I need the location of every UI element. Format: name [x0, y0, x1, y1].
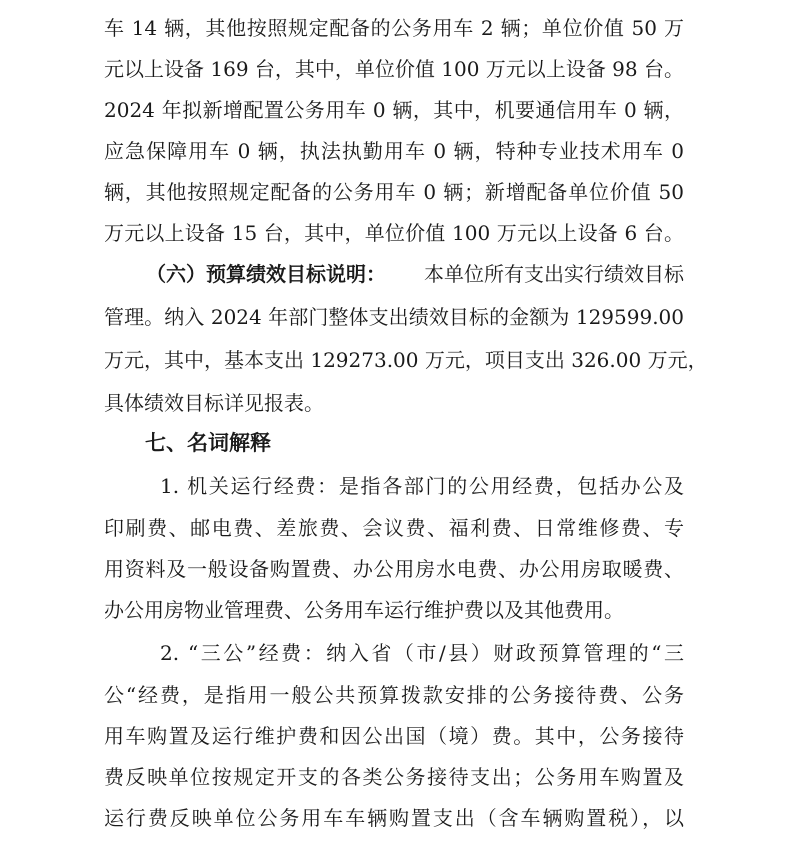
paragraph-line: 应急保障用车 0 辆，执法执勤用车 0 辆，特种专业技术用车 0	[104, 139, 684, 163]
paragraph-line: 用车购置及运行维护费和因公出国（境）费。其中，公务接待	[104, 724, 684, 748]
paragraph-line: 管理。纳入 2024 年部门整体支出绩效目标的金额为 129599.00	[104, 305, 684, 329]
paragraph-line: 具体绩效目标详见报表。	[104, 391, 324, 415]
term-1-first-line: 1. 机关运行经费：是指各部门的公用经费，包括办公及	[160, 474, 684, 498]
paragraph-line: 办公用房物业管理费、公务用车运行维护费以及其他费用。	[104, 598, 624, 622]
paragraph-line: 辆，其他按照规定配备的公务用车 0 辆；新增配备单位价值 50	[104, 180, 684, 204]
paragraph-line: 用资料及一般设备购置费、办公用房水电费、办公用房取暖费、	[104, 557, 684, 581]
paragraph-line: 万元，其中，基本支出 129273.00 万元，项目支出 326.00 万元，	[104, 348, 708, 372]
term-2-first-line: 2. “三公”经费：纳入省（市/县）财政预算管理的“三	[160, 641, 684, 665]
section-7-heading: 七、名词解释	[145, 431, 271, 455]
paragraph-line: 车 14 辆，其他按照规定配备的公务用车 2 辆；单位价值 50 万	[104, 16, 684, 40]
paragraph-line: 2024 年拟新增配置公务用车 0 辆，其中，机要通信用车 0 辆，	[104, 98, 684, 122]
section-6-text: 本单位所有支出实行绩效目标	[424, 262, 684, 286]
section-6-first-line	[146, 260, 684, 288]
paragraph-line: 元以上设备 169 台，其中，单位价值 100 万元以上设备 98 台。	[104, 57, 684, 81]
paragraph-line: 万元以上设备 15 台，其中，单位价值 100 万元以上设备 6 台。	[104, 221, 684, 245]
paragraph-line: 运行费反映单位公务用车车辆购置支出（含车辆购置税），以	[104, 806, 684, 830]
paragraph-line: 公“经费，是指用一般公共预算拨款安排的公务接待费、公务	[104, 683, 684, 707]
paragraph-line: 印刷费、邮电费、差旅费、会议费、福利费、日常维修费、专	[104, 516, 684, 540]
section-6-label: （六）预算绩效目标说明：	[146, 262, 386, 286]
paragraph-line: 费反映单位按规定开支的各类公务接待支出；公务用车购置及	[104, 765, 684, 789]
